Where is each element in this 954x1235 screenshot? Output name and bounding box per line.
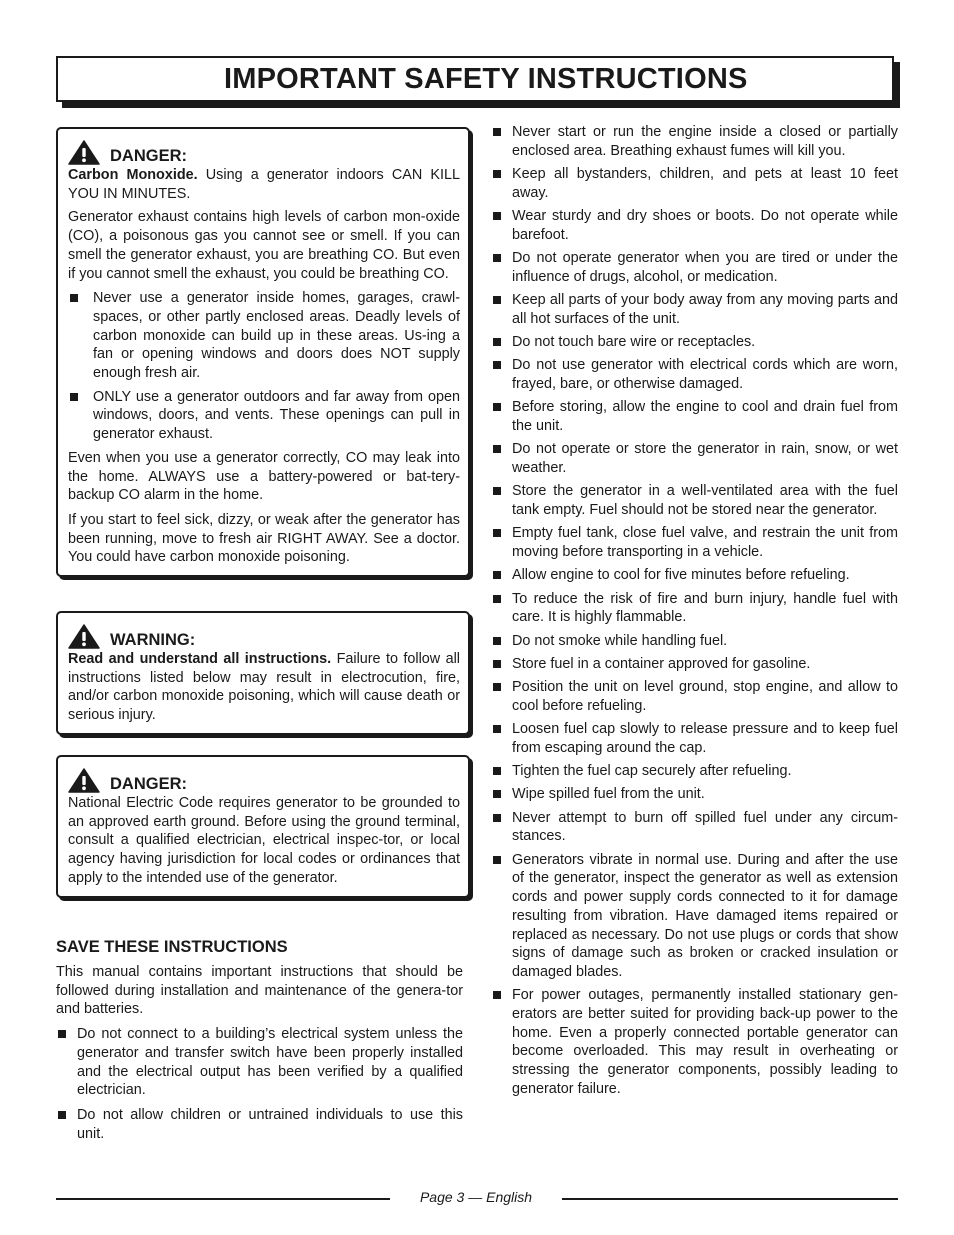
list-item: Do not connect to a building’s electrical system unless the generator and transfer switch have been properly installed and the electrical output has been verified by a qualified electrician. [56, 1025, 463, 1100]
save-instructions-intro: This manual contains important instructions that should be followed during installation and maintenance of the genera-tor and batteries. [56, 964, 463, 1018]
list-item: Do not allow children or untrained individuals to use this unit. [56, 1106, 463, 1143]
list-item: Do not use generator with electrical cords which are worn, frayed, bare, or otherwise damaged. [492, 356, 898, 393]
page-title: IMPORTANT SAFETY INSTRUCTIONS [224, 63, 748, 95]
list-item: Do not touch bare wire or receptacles. [492, 333, 898, 352]
danger-co-lead-text: Using a generator indoors CAN KILL YOU IN MINUTES. [68, 167, 460, 202]
list-item: Empty fuel tank, close fuel valve, and restrain the unit from moving before transporting in a vehicle. [492, 524, 898, 561]
right-column-safety-list [492, 123, 898, 1103]
footer-rule-right [562, 1198, 898, 1200]
list-item: Store the generator in a well-ventilated area with the fuel tank empty. Fuel should not be stored near the generator. [492, 482, 898, 519]
list-item: Do not operate generator when you are tired or under the influence of drugs, alcohol, or medication. [492, 249, 898, 286]
danger-co-lead [68, 166, 460, 203]
list-item: Never attempt to burn off spilled fuel under any circum-stances. [492, 809, 898, 846]
danger-nec-text: National Electric Code requires generator to be grounded to an approved earth ground. Before using the ground terminal, consult a qualified electrician, electrical inspec-tor, or local agency having jurisdiction for local codes or ordinances that apply to the intended use of the generator. [68, 795, 460, 886]
warning-triangle-icon [68, 140, 100, 165]
danger-co-para-2: Even when you use a generator correctly, CO may leak into the home. ALWAYS use a battery-powered or bat-tery-backup CO alarm in the home. [68, 449, 460, 504]
warning-lead-bold: Read and understand all instructions. [68, 651, 332, 667]
danger-co-bullet-list [68, 289, 460, 444]
warning-signal-word: WARNING: [110, 631, 196, 649]
list-item: Do not smoke while handling fuel. [492, 632, 898, 651]
danger-co-para-3: If you start to feel sick, dizzy, or weak after the generator has been running, move to fresh air RIGHT AWAY. See a doctor. You could have carbon monoxide poisoning. [68, 511, 460, 566]
list-item: For power outages, permanently installed stationary gen-erators are better suited for providing back-up power to the home. Even a properly connected portable generator can become overloaded. This may result in overheating or stressing the generator components, possibly leading to generator failure. [492, 986, 898, 1098]
list-item: To reduce the risk of fire and burn injury, handle fuel with care. It is highly flammable. [492, 590, 898, 627]
warning-text [68, 650, 460, 725]
danger-nec-box [56, 755, 470, 898]
list-item: Wear sturdy and dry shoes or boots. Do not operate while barefoot. [492, 207, 898, 244]
danger-co-header [68, 139, 460, 165]
list-item: Generators vibrate in normal use. During and after the use of the generator, inspect the generator as well as extension cords and power supply cords connected to it for damage resulting from vibration. Have damaged items repaired or replaced as necessary. Do not use plugs or cords that show signs of damage such as broken or cracked insulation or damaged blades. [492, 851, 898, 982]
list-item: Keep all parts of your body away from any moving parts and all hot surfaces of the unit. [492, 291, 898, 328]
warning-triangle-icon [68, 768, 100, 793]
list-item: Do not operate or store the generator in rain, snow, or wet weather. [492, 440, 898, 477]
list-item: ONLY use a generator outdoors and far away from open windows, doors, and vents. These openings can pull in generator exhaust. [68, 388, 460, 444]
list-item: Loosen fuel cap slowly to release pressure and to keep fuel from escaping around the cap. [492, 720, 898, 757]
list-item: Keep all bystanders, children, and pets at least 10 feet away. [492, 165, 898, 202]
list-item: Position the unit on level ground, stop engine, and allow to cool before refueling. [492, 678, 898, 715]
warning-lead-text: Failure to follow all instructions listed below may result in electrocution, fire, and/or carbon monoxide poisoning, which will cause death or serious injury. [68, 651, 460, 724]
danger-nec-header [68, 767, 460, 793]
save-instructions-heading: SAVE THESE INSTRUCTIONS [56, 938, 288, 956]
danger-co-signal-word: DANGER: [110, 147, 187, 165]
danger-co-lead-bold: Carbon Monoxide. [68, 167, 198, 183]
list-item: Allow engine to cool for five minutes before refueling. [492, 566, 898, 585]
page-footer [56, 1186, 898, 1208]
warning-triangle-icon [68, 624, 100, 649]
list-item: Never start or run the engine inside a closed or partially enclosed area. Breathing exhaust fumes will kill you. [492, 123, 898, 160]
danger-co-para-1: Generator exhaust contains high levels of carbon mon-oxide (CO), a poisonous gas you cannot see or smell. If you can smell the generator exhaust, you are breathing CO. But even if you cannot smell the exhaust, you could be breathing CO. [68, 209, 460, 282]
danger-nec-signal-word: DANGER: [110, 775, 187, 793]
list-item: Before storing, allow the engine to cool and drain fuel from the unit. [492, 398, 898, 435]
list-item: Wipe spilled fuel from the unit. [492, 785, 898, 804]
warning-box [56, 611, 470, 735]
danger-co-box [56, 127, 470, 577]
title-banner [56, 56, 894, 102]
list-item: Store fuel in a container approved for gasoline. [492, 655, 898, 674]
list-item: Never use a generator inside homes, garages, crawl-spaces, or other partly enclosed areas. Deadly levels of carbon monoxide can build up in these areas. Us-ing a fan or opening windows and doors does NOT supply enough fresh air. [68, 289, 460, 383]
list-item: Tighten the fuel cap securely after refueling. [492, 762, 898, 781]
footer-rule-left [56, 1198, 390, 1200]
save-instructions-list [56, 1025, 463, 1143]
safety-bullet-list [492, 123, 898, 1099]
warning-header [68, 623, 460, 649]
save-instructions-section [56, 936, 463, 1149]
page-number-label: Page 3 — English [419, 1189, 533, 1205]
